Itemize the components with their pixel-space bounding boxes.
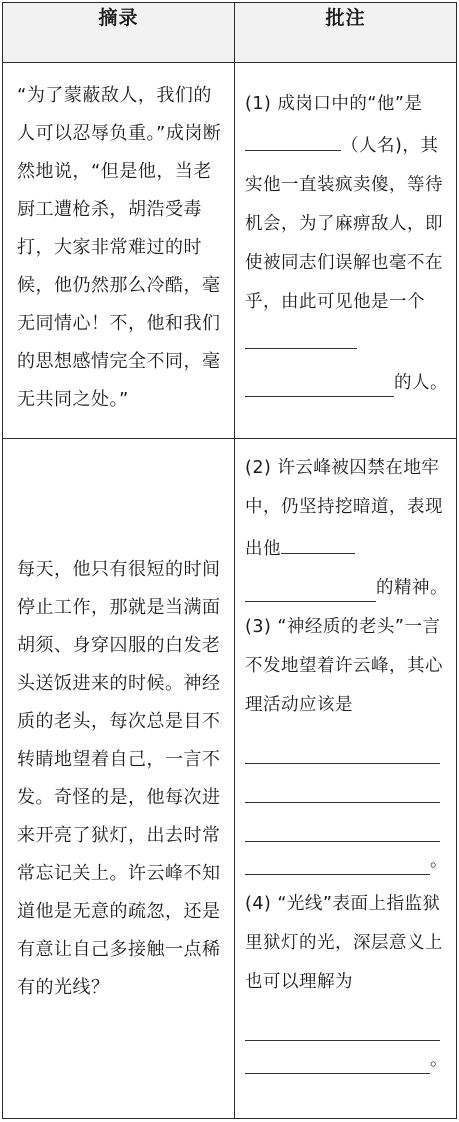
header-annotation: 批注 [235, 3, 457, 63]
question-1-part1: (1) 成岗口中的“他”是 [245, 94, 423, 114]
question-4-text: (4) “光线”表面上指监狱里狱灯的光，深层意义上也可以理解为 [245, 894, 443, 992]
question-4-last-line [245, 1041, 448, 1080]
answer-line-mind-3[interactable] [245, 803, 440, 842]
answer-blank-name[interactable] [245, 124, 341, 151]
questions-2-4 [235, 439, 456, 1080]
question-2 [245, 449, 448, 608]
annotation-cell-2 [235, 439, 457, 1119]
question-4-end: 。 [430, 1050, 448, 1070]
question-3 [245, 608, 448, 881]
answer-line-light-1[interactable] [245, 1002, 440, 1041]
question-2-last-line [245, 569, 448, 608]
answer-line-mind-1[interactable] [245, 725, 440, 764]
question-4 [245, 885, 448, 1080]
answer-line-light-2[interactable] [245, 1043, 430, 1074]
question-2-end: 的精神。 [376, 578, 448, 598]
excerpt-cell-2 [3, 439, 235, 1119]
excerpt-block-2 [3, 439, 234, 1118]
table-header-row [3, 3, 457, 63]
question-3-end: 。 [430, 851, 448, 871]
answer-blank-spirit-a[interactable] [281, 527, 355, 554]
table-row [3, 439, 457, 1119]
excerpt-cell-1 [3, 63, 235, 439]
excerpt-text-2: 每天，他只有很短的时间停止工作，那就是当满面胡须、身穿囚服的白发老头送饭进来的时候。神经质的老头，每次总是目不转睛地望着自己，一言不发。奇怪的是，他每次进来开亮了狱灯，出去时常常忘记关上。许云峰不知道他是无意的疏忽，还是有意让自己多接触一点稀有的光线？ [17, 558, 221, 998]
header-excerpt: 摘录 [3, 3, 235, 63]
question-1 [235, 63, 456, 403]
question-1-end: 的人。 [394, 373, 448, 393]
question-3-last-line [245, 842, 448, 881]
answer-blank-character-b[interactable] [245, 366, 394, 397]
question-2-part1: (2) 许云峰被囚禁在地牢中，仍坚持挖暗道，表现出他 [245, 458, 443, 559]
annotation-table [2, 2, 457, 1119]
answer-blank-character-a[interactable] [245, 322, 357, 349]
question-1-part2: （人名)，其实他一直装疯卖傻，等待机会，为了麻痹敌人，即使被同志们误解也毫不在乎，由此可见他是一个 [245, 136, 443, 312]
table-row [3, 63, 457, 439]
answer-line-mind-4[interactable] [245, 844, 430, 875]
annotation-cell-1 [235, 63, 457, 439]
excerpt-text-1: “为了蒙蔽敌人，我们的人可以忍辱负重。”成岗断然地说，“但是他，当老厨工遭枪杀，胡浩受毒打，大家非常难过的时候，他仍然那么冷酷，毫无同情心！不，他和我们的思想感情完全不同，毫无共同之处。” [17, 85, 222, 410]
question-3-text: (3) “神经质的老头”一言不发地望着许云峰，其心理活动应该是 [245, 617, 443, 715]
answer-line-mind-2[interactable] [245, 764, 440, 803]
question-1-last-line [245, 364, 448, 403]
answer-blank-spirit-b[interactable] [245, 571, 376, 602]
